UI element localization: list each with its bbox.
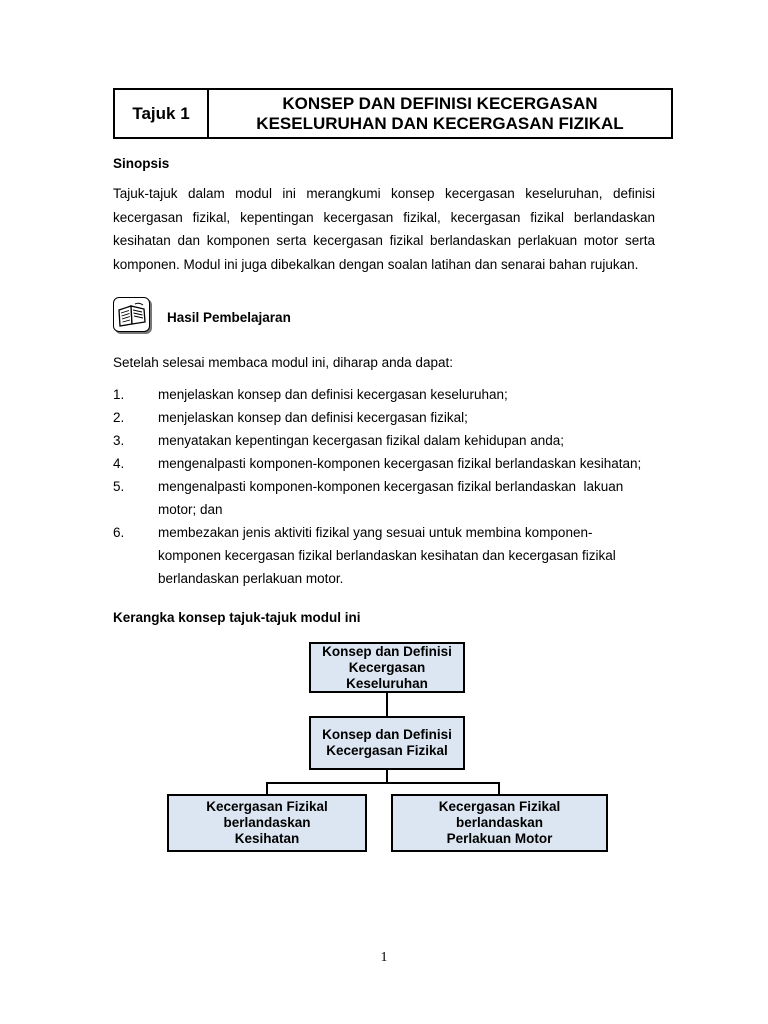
synopsis-heading: Sinopsis (113, 156, 170, 171)
list-item-text: komponen kecergasan fizikal berlandaskan kesihatan dan kecergasan fizikal (158, 548, 616, 563)
topic-header (113, 88, 673, 139)
list-number: 2. (113, 410, 125, 425)
list-item-text: berlandaskan perlakuan motor. (158, 571, 344, 586)
connector-line (266, 782, 500, 784)
synopsis-line: Tajuk-tajuk dalam modul ini merangkumi konsep kecergasan keseluruhan, definisi (113, 186, 655, 201)
framework-box-line: Kecergasan Fizikal (438, 799, 561, 814)
framework-box-motor-fitness (391, 794, 608, 852)
open-book-icon (113, 297, 150, 332)
list-item (113, 429, 673, 452)
framework-box-overall-fitness (309, 642, 465, 693)
page-number: 1 (380, 950, 388, 965)
list-item (113, 521, 673, 590)
framework-box-physical-fitness (309, 716, 465, 770)
list-item (113, 383, 673, 406)
framework-box-line: berlandaskan (455, 815, 544, 830)
outcomes-list (113, 383, 673, 590)
synopsis-paragraph (113, 182, 655, 276)
list-item-text: motor; dan (158, 502, 223, 517)
list-item-text: menjelaskan konsep dan definisi kecergasan keseluruhan; (158, 387, 508, 402)
framework-box-line: Kesihatan (234, 831, 300, 846)
list-number: 6. (113, 525, 125, 540)
list-number: 5. (113, 479, 125, 494)
list-item-text: mengenalpasti komponen-komponen kecergasan fizikal berlandaskan kesihatan; (158, 456, 642, 471)
framework-box-health-fitness (167, 794, 367, 852)
list-item (113, 452, 673, 475)
topic-label: Tajuk 1 (115, 90, 209, 137)
list-item (113, 475, 673, 521)
connector-line (386, 693, 388, 716)
topic-title-line: KESELURUHAN DAN KECERGASAN FIZIKAL (256, 113, 624, 133)
synopsis-line: kesihatan dan komponen serta kecergasan fizikal berlandaskan perlakuan motor serta (113, 233, 655, 248)
connector-line (498, 782, 500, 794)
framework-box-line: Konsep dan Definisi (322, 643, 452, 659)
connector-line (266, 782, 268, 794)
synopsis-line: kecergasan fizikal, kepentingan kecergasan fizikal, kecergasan fizikal berlandaskan (113, 209, 655, 225)
framework-box-line: Keseluruhan (346, 675, 428, 691)
framework-box-line: Perlakuan Motor (446, 831, 553, 846)
list-item-text: mengenalpasti komponen-komponen kecergasan fizikal berlandaskan lakuan (158, 479, 624, 494)
outcomes-intro: Setelah selesai membaca modul ini, diharap anda dapat: (113, 355, 453, 370)
list-item-text: menjelaskan konsep dan definisi kecergasan fizikal; (158, 410, 468, 425)
framework-box-line: Kecergasan Fizikal (206, 799, 328, 814)
topic-title-line: KONSEP DAN DEFINISI KECERGASAN (282, 93, 598, 113)
framework-box-line: berlandaskan (223, 815, 311, 830)
list-number: 1. (113, 387, 125, 402)
list-item-text: membezakan jenis aktiviti fizikal yang sesuai untuk membina komponen- (158, 525, 593, 540)
outcomes-heading: Hasil Pembelajaran (167, 310, 291, 325)
topic-title (209, 90, 671, 137)
list-number: 3. (113, 433, 125, 448)
framework-heading: Kerangka konsep tajuk-tajuk modul ini (113, 610, 361, 625)
synopsis-line: komponen. Modul ini juga dibekalkan dengan soalan latihan dan senarai bahan rujukan. (113, 256, 639, 272)
framework-box-line: Konsep dan Definisi (322, 727, 452, 742)
framework-box-line: Kecergasan Fizikal (326, 743, 448, 758)
list-number: 4. (113, 456, 125, 471)
list-item (113, 406, 673, 429)
framework-box-line: Kecergasan (348, 659, 426, 675)
list-item-text: menyatakan kepentingan kecergasan fizikal dalam kehidupan anda; (158, 433, 565, 448)
